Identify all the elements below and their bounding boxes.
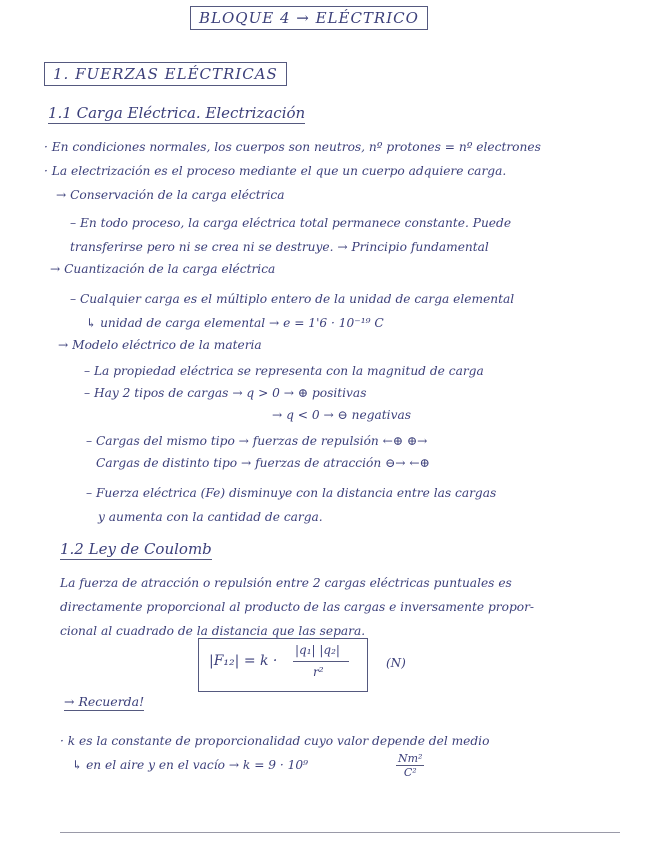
remember-heading: → Recuerda! xyxy=(64,694,145,709)
note-line: Cargas de distinto tipo → fuerzas de atracción ⊖→ ←⊕ xyxy=(96,456,430,470)
note-line: · En condiciones normales, los cuerpos son neutros, nº protones = nº electrones xyxy=(44,140,541,154)
k-unit-numerator: Nm² xyxy=(398,752,423,765)
note-line: – Hay 2 tipos de cargas → q > 0 → ⊕ positivas xyxy=(84,386,367,400)
note-line: La fuerza de atracción o repulsión entre 2 cargas eléctricas puntuales es xyxy=(60,576,512,590)
subsection-1-title: 1.1 Carga Eléctrica. Electrización xyxy=(48,104,306,122)
note-line: transferirse pero ni se crea ni se destruye. → Principio fundamental xyxy=(70,240,489,254)
note-line: · k es la constante de proporcionalidad cuyo valor depende del medio xyxy=(60,734,490,748)
note-line: cional al cuadrado de la distancia que las separa. xyxy=(60,624,366,638)
note-heading: → Cuantización de la carga eléctrica xyxy=(50,262,276,276)
note-line: – Cargas del mismo tipo → fuerzas de repulsión ←⊕ ⊕→ xyxy=(86,434,428,448)
note-line: – Cualquier carga es el múltiplo entero de la unidad de carga elemental xyxy=(70,292,515,306)
block-title: BLOQUE 4 → ELÉCTRICO xyxy=(190,6,428,30)
page-bottom-rule xyxy=(60,832,620,833)
subsection-2-title: 1.2 Ley de Coulomb xyxy=(60,540,212,558)
note-heading: → Conservación de la carga eléctrica xyxy=(56,188,285,202)
coulomb-formula-box xyxy=(198,638,368,692)
note-line: → q < 0 → ⊖ negativas xyxy=(272,408,411,422)
formula-lhs: |F₁₂| = k · xyxy=(209,653,278,669)
note-line: · La electrización es el proceso mediante el que un cuerpo adquiere carga. xyxy=(44,164,507,178)
k-unit-fraction xyxy=(396,752,424,779)
note-line: – La propiedad eléctrica se representa con la magnitud de carga xyxy=(84,364,484,378)
note-line: – En todo proceso, la carga eléctrica total permanece constante. Puede xyxy=(70,216,512,230)
note-line: ↳ unidad de carga elemental → e = 1'6 · 10⁻¹⁹ C xyxy=(86,316,384,330)
formula-unit: (N) xyxy=(386,656,406,670)
formula-numerator: |q₁| |q₂| xyxy=(295,643,340,657)
k-unit-denominator: C² xyxy=(403,766,417,779)
note-heading: → Modelo eléctrico de la materia xyxy=(58,338,262,352)
note-line: – Fuerza eléctrica (Fe) disminuye con la distancia entre las cargas xyxy=(86,486,497,500)
fraction-bar xyxy=(293,661,349,662)
formula-denominator: r² xyxy=(313,665,324,679)
note-line: y aumenta con la cantidad de carga. xyxy=(98,510,323,524)
section-title: 1. FUERZAS ELÉCTRICAS xyxy=(44,62,287,86)
note-line: ↳ en el aire y en el vacío → k = 9 · 10⁹ xyxy=(72,758,309,772)
note-line: directamente proporcional al producto de las cargas e inversamente propor- xyxy=(60,600,535,614)
